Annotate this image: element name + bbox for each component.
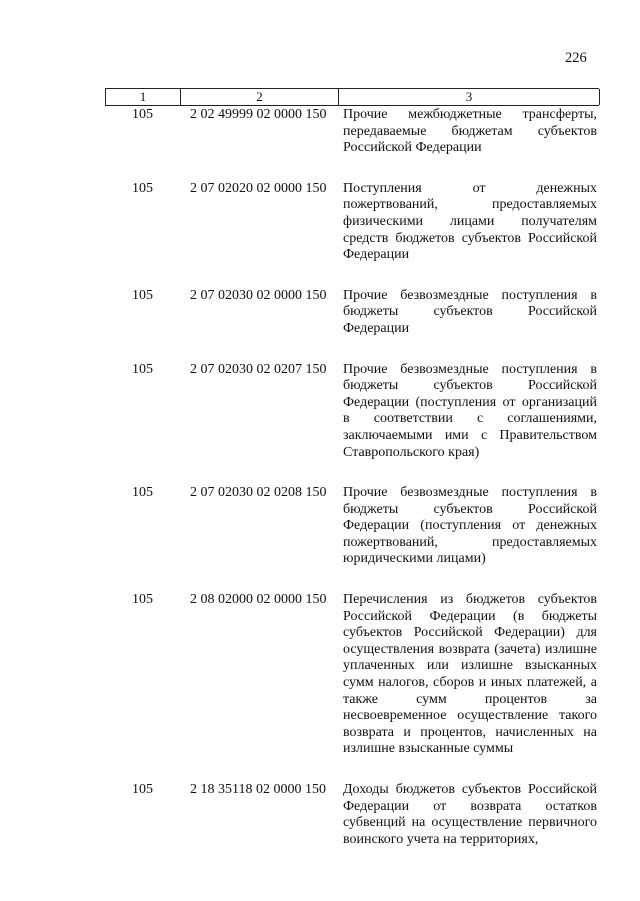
table-row: [105, 485, 599, 568]
table-row: [105, 362, 599, 462]
description-cell: Прочие безвозмездные поступления в бюджеты субъектов Российской Федерации: [343, 287, 597, 336]
header-col-2: 2: [181, 89, 339, 105]
table-row: [105, 107, 599, 157]
table-row: [105, 782, 599, 848]
kbk-code-cell: 2 07 02030 02 0207 150: [190, 361, 327, 377]
table-row: [105, 592, 599, 758]
kbk-code-cell: 2 07 02020 02 0000 150: [190, 180, 327, 196]
description-cell: Прочие межбюджетные трансферты, передаваемые бюджетам субъектов Российской Федерации: [343, 107, 597, 156]
kbk-code-cell: 2 08 02000 02 0000 150: [190, 592, 327, 608]
admin-code-cell: 105: [132, 485, 153, 501]
admin-code-cell: 105: [132, 287, 153, 303]
description-cell: Прочие безвозмездные поступления в бюджеты субъектов Российской Федерации (поступления от денежных пожертвований, предоставляемых юридическими лицами): [343, 485, 597, 567]
revenue-codes-table: [105, 88, 599, 848]
page-number: 226: [565, 50, 587, 66]
header-col-1: 1: [106, 89, 181, 105]
kbk-code-cell: 2 02 49999 02 0000 150: [190, 107, 327, 122]
table-row: [105, 288, 599, 338]
admin-code-cell: 105: [132, 361, 153, 377]
admin-code-cell: 105: [132, 592, 153, 608]
header-col-3: 3: [339, 89, 600, 105]
kbk-code-cell: 2 07 02030 02 0208 150: [190, 485, 327, 501]
description-cell: Поступления от денежных пожертвований, предоставляемых физическими лицами получателям средств бюджетов субъектов Российской Федерации: [343, 180, 597, 263]
kbk-code-cell: 2 18 35118 02 0000 150: [190, 782, 326, 797]
table-row: [105, 181, 599, 264]
description-cell: Прочие безвозмездные поступления в бюджеты субъектов Российской Федерации (поступления от организаций в соответствии с соглашениями, заключаемыми ими с Правительством Ставропольского края): [343, 361, 597, 460]
admin-code-cell: 105: [132, 180, 153, 196]
table-header-row: [105, 88, 599, 106]
description-cell: Доходы бюджетов субъектов Российской Федерации от возврата остатков субвенций на осуществление первичного воинского учета на территориях,: [343, 782, 597, 847]
admin-code-cell: 105: [132, 782, 153, 797]
description-cell: Перечисления из бюджетов субъектов Российской Федерации (в бюджеты субъектов Российской Федерации) для осуществления возврата (зачета) излишне уплаченных или излишне взысканных сумм налогов, сборов и иных платежей, а также сумм процентов за несвоевременное осуществление такого возврата и процентов, начисленных на излишне взысканные суммы: [343, 592, 597, 757]
kbk-code-cell: 2 07 02030 02 0000 150: [190, 287, 327, 303]
admin-code-cell: 105: [132, 107, 153, 122]
